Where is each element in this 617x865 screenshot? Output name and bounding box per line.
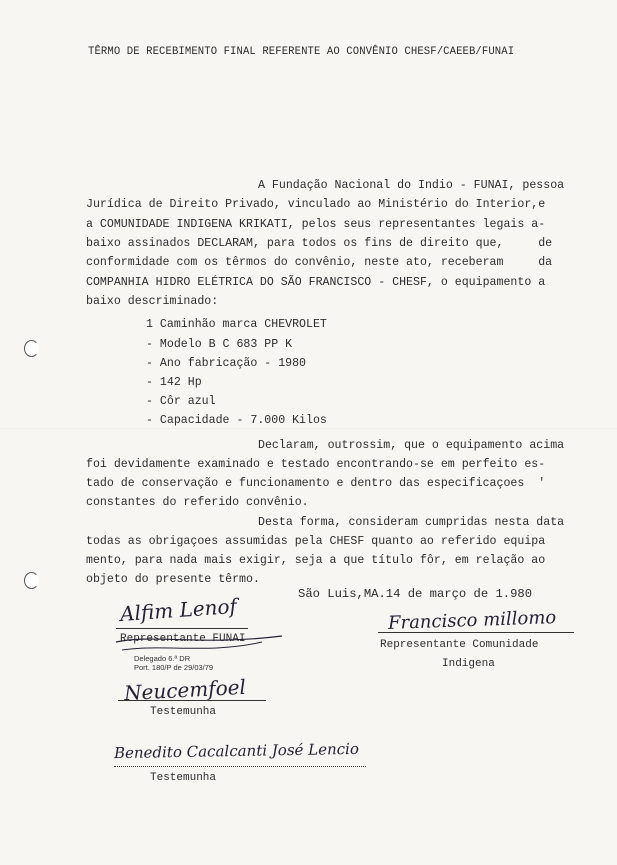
fold-crease [0,428,617,429]
equipment-item: - 142 Hp [146,376,202,389]
paragraph1-line: Jurídica de Direito Privado, vinculado ao Ministério do Interior,e [86,198,546,211]
stamp-line: Delegado 6.ª DR [134,654,191,663]
paragraph3-line: todas as obrigaçoes assumidas pela CHESF quanto ao referido equipa [86,535,546,548]
punch-hole-bottom [24,572,39,589]
equipment-item: - Ano fabricação - 1980 [146,357,307,370]
signature-community: Francisco millomo [387,607,557,634]
equipment-item: - Modelo B C 683 PP K [146,338,293,351]
signature-line-witness-1 [118,700,266,701]
punch-hole-top [24,340,39,357]
paragraph2-line: tado de conservação e funcionamento e dentro das especificaçoes ' [86,477,546,490]
paragraph1-line: baixo descriminado: [86,295,219,308]
signature-witness-2: Benedito Cacalcanti José Lencio [113,739,360,763]
paragraph3-line: mento, para nada mais exigir, seja a que título fôr, em relação ao [86,554,546,567]
paragraph1-line: baixo assinados DECLARAM, para todos os fins de direito que, de [86,237,553,250]
paragraph3-line: objeto do presente têrmo. [86,573,260,586]
official-stamp [134,655,213,672]
paragraph2-line: Declaram, outrossim, que o equipamento acima [258,439,565,452]
signature-line-witness-2 [114,766,366,767]
paragraph2-line: foi devidamente examinado e testado encontrando-se em perfeito es- [86,458,546,471]
paragraph1-line: A Fundação Nacional do Indio - FUNAI, pessoa [258,179,565,192]
equipment-item: 1 Caminhão marca CHEVROLET [146,318,327,331]
equipment-item: - Capacidade - 7.000 Kilos [146,414,327,427]
witness-1-label: Testemunha [150,706,217,718]
signature-funai: Alfim Lenof [119,593,238,627]
paragraph3-line: Desta forma, consideram cumpridas nesta data [258,516,565,529]
witness-2-label: Testemunha [150,772,217,784]
community-representative-label: Representante Comunidade [380,639,539,651]
paragraph1-line: COMPANHIA HIDRO ELÉTRICA DO SÃO FRANCISCO - CHESF, o equipamento a [86,276,546,289]
funai-representative-label: Representante FUNAI [120,633,246,645]
document-title: TÊRMO DE RECEBIMENTO FINAL REFERENTE AO CONVÊNIO CHESF/CAEEB/FUNAI [88,46,515,58]
paragraph2-line: constantes do referido convênio. [86,496,309,509]
equipment-item: - Côr azul [146,395,216,408]
community-representative-label: Indigena [442,658,495,670]
signature-line-community [378,632,574,633]
date-line: São Luis,MA.14 de março de 1.980 [298,587,533,601]
paragraph1-line: conformidade com os têrmos do convênio, neste ato, receberam da [86,256,553,269]
paragraph1-line: a COMUNIDADE INDIGENA KRIKATI, pelos seus representantes legais a- [86,218,546,231]
stamp-line: Port. 180/P de 29/03/79 [134,662,214,672]
signature-witness-1: Neucemfoel [123,674,247,706]
